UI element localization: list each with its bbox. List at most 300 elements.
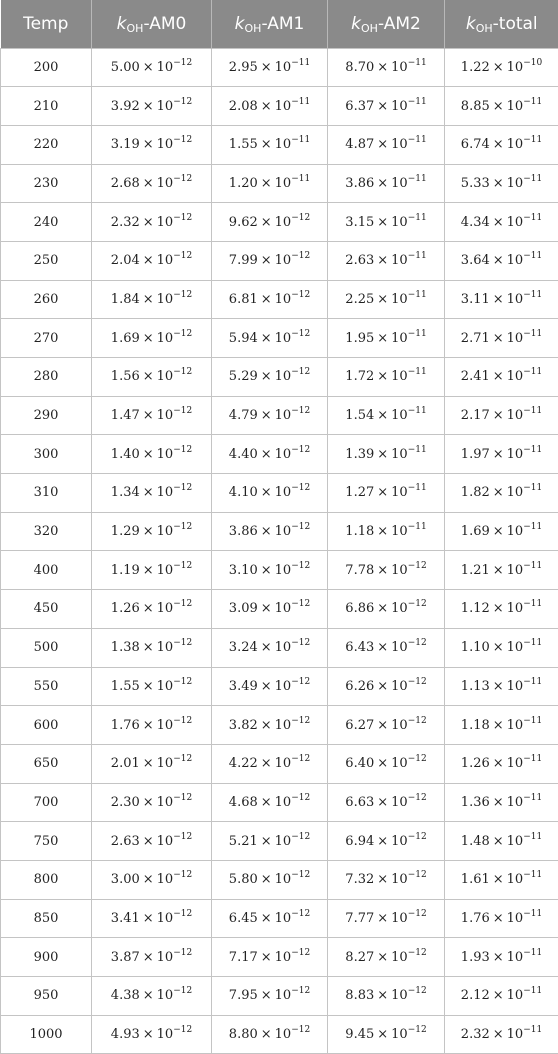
- rate-cell: [212, 164, 328, 203]
- exponent: −11: [523, 986, 542, 996]
- exponent: −11: [291, 135, 310, 145]
- mantissa: 3.00: [111, 872, 140, 887]
- times-symbol: ×: [258, 215, 275, 230]
- times-symbol: ×: [374, 988, 391, 1003]
- times-symbol: ×: [490, 795, 507, 810]
- temp-cell: 950: [1, 977, 92, 1016]
- mantissa: 1.19: [111, 563, 140, 578]
- mantissa: 1.47: [111, 408, 140, 423]
- rate-cell: [328, 48, 445, 87]
- mantissa: 2.95: [229, 60, 258, 75]
- rate-cell: [92, 667, 212, 706]
- table-row: [1, 938, 558, 977]
- times-symbol: ×: [490, 756, 507, 771]
- mantissa: 1.12: [461, 601, 490, 616]
- times-symbol: ×: [490, 524, 507, 539]
- temp-cell: 310: [1, 474, 92, 513]
- exponent: −12: [408, 832, 427, 842]
- exponent-base: 10: [275, 292, 292, 307]
- exponent-base: 10: [275, 485, 292, 500]
- temp-cell: 500: [1, 628, 92, 667]
- exponent: −12: [291, 793, 310, 803]
- mantissa: 6.45: [229, 911, 258, 926]
- rate-cell: [92, 628, 212, 667]
- rate-cell: [445, 512, 558, 551]
- mantissa: 4.38: [111, 988, 140, 1003]
- exponent: −12: [173, 483, 192, 493]
- temp-cell: 850: [1, 899, 92, 938]
- times-symbol: ×: [490, 485, 507, 500]
- times-symbol: ×: [258, 485, 275, 500]
- exponent-base: 10: [157, 408, 174, 423]
- exponent: −12: [291, 1025, 310, 1035]
- mantissa: 2.08: [229, 99, 258, 114]
- rate-cell: [212, 938, 328, 977]
- rate-cell: [328, 783, 445, 822]
- table-row: [1, 977, 558, 1016]
- mantissa: 4.79: [229, 408, 258, 423]
- mantissa: 4.93: [111, 1027, 140, 1042]
- exponent-base: 10: [391, 756, 408, 771]
- exponent: −12: [173, 909, 192, 919]
- rate-cell: [445, 590, 558, 629]
- rate-cell: [445, 822, 558, 861]
- exponent-base: 10: [507, 911, 524, 926]
- times-symbol: ×: [258, 988, 275, 1003]
- rate-cell: [328, 667, 445, 706]
- exponent: −11: [291, 97, 310, 107]
- exponent-base: 10: [391, 524, 408, 539]
- exponent: −11: [523, 483, 542, 493]
- rate-cell: [445, 744, 558, 783]
- exponent-base: 10: [275, 99, 292, 114]
- temp-cell: 210: [1, 87, 92, 126]
- rate-cell: [212, 396, 328, 435]
- mantissa: 1.55: [229, 137, 258, 152]
- header-subscript: OH: [361, 22, 378, 35]
- exponent: −11: [523, 445, 542, 455]
- exponent-base: 10: [507, 718, 524, 733]
- rate-cell: [445, 474, 558, 513]
- rate-cell: [212, 860, 328, 899]
- times-symbol: ×: [374, 253, 391, 268]
- exponent-base: 10: [275, 369, 292, 384]
- mantissa: 2.32: [111, 215, 140, 230]
- mantissa: 3.19: [111, 137, 140, 152]
- exponent: −12: [173, 677, 192, 687]
- rate-cell: [92, 280, 212, 319]
- rate-cell: [92, 203, 212, 242]
- times-symbol: ×: [258, 795, 275, 810]
- temp-cell: 600: [1, 706, 92, 745]
- exponent-base: 10: [391, 137, 408, 152]
- rate-cell: [92, 87, 212, 126]
- exponent-base: 10: [275, 988, 292, 1003]
- rate-cell: [212, 706, 328, 745]
- times-symbol: ×: [140, 756, 157, 771]
- table-row: [1, 899, 558, 938]
- temp-cell: 700: [1, 783, 92, 822]
- exponent: −11: [523, 1025, 542, 1035]
- exponent: −12: [291, 677, 310, 687]
- rate-cell: [328, 822, 445, 861]
- times-symbol: ×: [374, 292, 391, 307]
- exponent: −12: [291, 754, 310, 764]
- exponent: −11: [523, 754, 542, 764]
- exponent: −12: [408, 1025, 427, 1035]
- rate-cell: [92, 358, 212, 397]
- table-row: [1, 860, 558, 899]
- times-symbol: ×: [258, 872, 275, 887]
- mantissa: 2.30: [111, 795, 140, 810]
- header-suffix: -AM1: [261, 14, 304, 34]
- mantissa: 4.40: [229, 447, 258, 462]
- exponent-base: 10: [157, 331, 174, 346]
- rate-cell: [212, 1015, 328, 1054]
- mantissa: 2.41: [461, 369, 490, 384]
- exponent: −11: [408, 367, 427, 377]
- exponent-base: 10: [275, 950, 292, 965]
- exponent: −12: [173, 329, 192, 339]
- mantissa: 6.86: [345, 601, 374, 616]
- times-symbol: ×: [140, 679, 157, 694]
- rate-cell: [212, 125, 328, 164]
- table-row: [1, 319, 558, 358]
- times-symbol: ×: [140, 718, 157, 733]
- exponent-base: 10: [275, 60, 292, 75]
- exponent: −12: [173, 213, 192, 223]
- rate-cell: [445, 280, 558, 319]
- mantissa: 1.55: [111, 679, 140, 694]
- exponent-base: 10: [391, 176, 408, 191]
- mantissa: 1.29: [111, 524, 140, 539]
- exponent-base: 10: [391, 1027, 408, 1042]
- exponent: −11: [523, 522, 542, 532]
- rate-cell: [92, 396, 212, 435]
- exponent-base: 10: [157, 718, 174, 733]
- exponent: −12: [291, 522, 310, 532]
- exponent: −12: [408, 986, 427, 996]
- exponent-base: 10: [157, 99, 174, 114]
- exponent-base: 10: [157, 369, 174, 384]
- table-row: [1, 164, 558, 203]
- temp-cell: 800: [1, 860, 92, 899]
- mantissa: 2.01: [111, 756, 140, 771]
- times-symbol: ×: [258, 679, 275, 694]
- exponent-base: 10: [157, 137, 174, 152]
- header-koh-total: [445, 0, 558, 48]
- rate-cell: [445, 203, 558, 242]
- temp-cell: 270: [1, 319, 92, 358]
- exponent-base: 10: [157, 756, 174, 771]
- table-row: [1, 551, 558, 590]
- rate-cell: [445, 860, 558, 899]
- exponent: −11: [408, 445, 427, 455]
- times-symbol: ×: [374, 911, 391, 926]
- table-row: [1, 203, 558, 242]
- mantissa: 8.70: [345, 60, 374, 75]
- rate-cell: [92, 435, 212, 474]
- rate-cell: [328, 203, 445, 242]
- exponent-base: 10: [275, 408, 292, 423]
- mantissa: 1.38: [111, 640, 140, 655]
- mantissa: 2.63: [111, 834, 140, 849]
- mantissa: 7.95: [229, 988, 258, 1003]
- rate-cell: [212, 474, 328, 513]
- rate-cell: [445, 435, 558, 474]
- exponent-base: 10: [391, 408, 408, 423]
- exponent-base: 10: [157, 563, 174, 578]
- exponent-base: 10: [391, 950, 408, 965]
- times-symbol: ×: [374, 872, 391, 887]
- exponent: −11: [408, 483, 427, 493]
- rate-cell: [212, 628, 328, 667]
- rate-cell: [328, 1015, 445, 1054]
- times-symbol: ×: [140, 872, 157, 887]
- rate-cell: [328, 744, 445, 783]
- exponent-base: 10: [391, 640, 408, 655]
- rate-cell: [212, 87, 328, 126]
- exponent-base: 10: [275, 679, 292, 694]
- exponent: −12: [291, 599, 310, 609]
- exponent-base: 10: [391, 60, 408, 75]
- mantissa: 1.39: [345, 447, 374, 462]
- exponent: −12: [173, 832, 192, 842]
- mantissa: 2.12: [461, 988, 490, 1003]
- header-koh-am0: [92, 0, 212, 48]
- times-symbol: ×: [490, 718, 507, 733]
- times-symbol: ×: [258, 331, 275, 346]
- exponent: −11: [523, 135, 542, 145]
- times-symbol: ×: [258, 756, 275, 771]
- exponent-base: 10: [391, 872, 408, 887]
- rate-cell: [92, 938, 212, 977]
- table-row: [1, 512, 558, 551]
- times-symbol: ×: [374, 137, 391, 152]
- mantissa: 9.45: [345, 1027, 374, 1042]
- rate-cell: [445, 938, 558, 977]
- table-row: [1, 822, 558, 861]
- rate-cell: [92, 125, 212, 164]
- times-symbol: ×: [374, 756, 391, 771]
- mantissa: 3.87: [111, 950, 140, 965]
- temp-cell: 400: [1, 551, 92, 590]
- header-koh-am2: [328, 0, 445, 48]
- times-symbol: ×: [258, 524, 275, 539]
- times-symbol: ×: [140, 911, 157, 926]
- times-symbol: ×: [374, 447, 391, 462]
- mantissa: 3.64: [461, 253, 490, 268]
- exponent-base: 10: [157, 215, 174, 230]
- rate-cell: [445, 396, 558, 435]
- mantissa: 1.13: [461, 679, 490, 694]
- exponent: −11: [408, 174, 427, 184]
- times-symbol: ×: [374, 563, 391, 578]
- temp-cell: 750: [1, 822, 92, 861]
- temp-cell: 1000: [1, 1015, 92, 1054]
- exponent: −11: [523, 638, 542, 648]
- rate-cell: [328, 87, 445, 126]
- exponent: −11: [408, 58, 427, 68]
- exponent: −12: [291, 716, 310, 726]
- mantissa: 1.18: [461, 718, 490, 733]
- mantissa: 2.71: [461, 331, 490, 346]
- times-symbol: ×: [258, 640, 275, 655]
- rate-cell: [328, 977, 445, 1016]
- rate-cell: [445, 319, 558, 358]
- exponent-base: 10: [157, 834, 174, 849]
- rate-cell: [328, 396, 445, 435]
- exponent: −12: [291, 483, 310, 493]
- exponent-base: 10: [391, 679, 408, 694]
- exponent-base: 10: [275, 524, 292, 539]
- exponent: −11: [408, 135, 427, 145]
- times-symbol: ×: [490, 640, 507, 655]
- header-temp: Temp: [1, 0, 92, 48]
- exponent-base: 10: [507, 331, 524, 346]
- mantissa: 7.78: [345, 563, 374, 578]
- exponent: −11: [291, 58, 310, 68]
- exponent: −11: [408, 522, 427, 532]
- rate-cell: [92, 319, 212, 358]
- times-symbol: ×: [490, 369, 507, 384]
- header-subscript: OH: [476, 22, 493, 35]
- mantissa: 1.82: [461, 485, 490, 500]
- rate-cell: [92, 783, 212, 822]
- exponent: −12: [291, 367, 310, 377]
- exponent-base: 10: [157, 679, 174, 694]
- times-symbol: ×: [490, 408, 507, 423]
- times-symbol: ×: [140, 60, 157, 75]
- rate-cell: [328, 125, 445, 164]
- exponent-base: 10: [507, 137, 524, 152]
- exponent: −11: [523, 251, 542, 261]
- exponent-base: 10: [507, 176, 524, 191]
- exponent-base: 10: [275, 215, 292, 230]
- times-symbol: ×: [140, 640, 157, 655]
- exponent-base: 10: [507, 485, 524, 500]
- exponent-base: 10: [275, 447, 292, 462]
- rate-cell: [445, 164, 558, 203]
- rate-cell: [212, 590, 328, 629]
- exponent-base: 10: [275, 253, 292, 268]
- exponent: −11: [523, 213, 542, 223]
- mantissa: 3.41: [111, 911, 140, 926]
- rate-cell: [212, 783, 328, 822]
- rate-cell: [212, 977, 328, 1016]
- exponent-base: 10: [507, 215, 524, 230]
- times-symbol: ×: [490, 137, 507, 152]
- times-symbol: ×: [258, 1027, 275, 1042]
- exponent: −12: [173, 174, 192, 184]
- times-symbol: ×: [258, 408, 275, 423]
- exponent: −12: [173, 445, 192, 455]
- mantissa: 2.04: [111, 253, 140, 268]
- exponent: −11: [523, 599, 542, 609]
- rate-cell: [92, 1015, 212, 1054]
- exponent: −12: [291, 832, 310, 842]
- mantissa: 4.87: [345, 137, 374, 152]
- exponent: −12: [173, 1025, 192, 1035]
- exponent-base: 10: [507, 601, 524, 616]
- mantissa: 7.99: [229, 253, 258, 268]
- exponent: −11: [523, 367, 542, 377]
- table-row: [1, 396, 558, 435]
- mantissa: 2.25: [345, 292, 374, 307]
- times-symbol: ×: [140, 408, 157, 423]
- times-symbol: ×: [490, 447, 507, 462]
- exponent: −12: [291, 870, 310, 880]
- mantissa: 3.86: [229, 524, 258, 539]
- times-symbol: ×: [374, 524, 391, 539]
- rate-cell: [328, 280, 445, 319]
- exponent-base: 10: [157, 176, 174, 191]
- exponent: −12: [291, 948, 310, 958]
- exponent-base: 10: [157, 485, 174, 500]
- exponent-base: 10: [507, 756, 524, 771]
- times-symbol: ×: [140, 292, 157, 307]
- times-symbol: ×: [490, 950, 507, 965]
- exponent-base: 10: [507, 679, 524, 694]
- mantissa: 1.26: [461, 756, 490, 771]
- mantissa: 7.77: [345, 911, 374, 926]
- rate-cell: [212, 280, 328, 319]
- rate-cell: [445, 48, 558, 87]
- temp-cell: 300: [1, 435, 92, 474]
- mantissa: 3.86: [345, 176, 374, 191]
- mantissa: 4.68: [229, 795, 258, 810]
- exponent-base: 10: [275, 872, 292, 887]
- times-symbol: ×: [140, 795, 157, 810]
- exponent: −12: [408, 909, 427, 919]
- exponent-base: 10: [157, 950, 174, 965]
- times-symbol: ×: [140, 137, 157, 152]
- mantissa: 8.27: [345, 950, 374, 965]
- mantissa: 1.22: [461, 60, 490, 75]
- exponent: −11: [523, 174, 542, 184]
- rate-cell: [212, 435, 328, 474]
- exponent: −12: [291, 445, 310, 455]
- rate-cell: [212, 551, 328, 590]
- mantissa: 1.10: [461, 640, 490, 655]
- exponent-base: 10: [157, 447, 174, 462]
- times-symbol: ×: [490, 215, 507, 230]
- mantissa: 1.56: [111, 369, 140, 384]
- mantissa: 1.95: [345, 331, 374, 346]
- exponent-base: 10: [275, 176, 292, 191]
- rate-cell: [445, 241, 558, 280]
- times-symbol: ×: [374, 99, 391, 114]
- times-symbol: ×: [374, 1027, 391, 1042]
- exponent: −11: [523, 948, 542, 958]
- exponent-base: 10: [507, 292, 524, 307]
- times-symbol: ×: [140, 1027, 157, 1042]
- times-symbol: ×: [490, 331, 507, 346]
- times-symbol: ×: [490, 601, 507, 616]
- exponent: −10: [523, 58, 542, 68]
- times-symbol: ×: [258, 447, 275, 462]
- exponent: −12: [173, 522, 192, 532]
- mantissa: 6.26: [345, 679, 374, 694]
- times-symbol: ×: [140, 485, 157, 500]
- exponent-base: 10: [391, 447, 408, 462]
- exponent-base: 10: [507, 408, 524, 423]
- mantissa: 7.32: [345, 872, 374, 887]
- exponent-base: 10: [507, 950, 524, 965]
- rate-cell: [212, 203, 328, 242]
- table-header: [1, 0, 558, 48]
- rate-cell: [328, 435, 445, 474]
